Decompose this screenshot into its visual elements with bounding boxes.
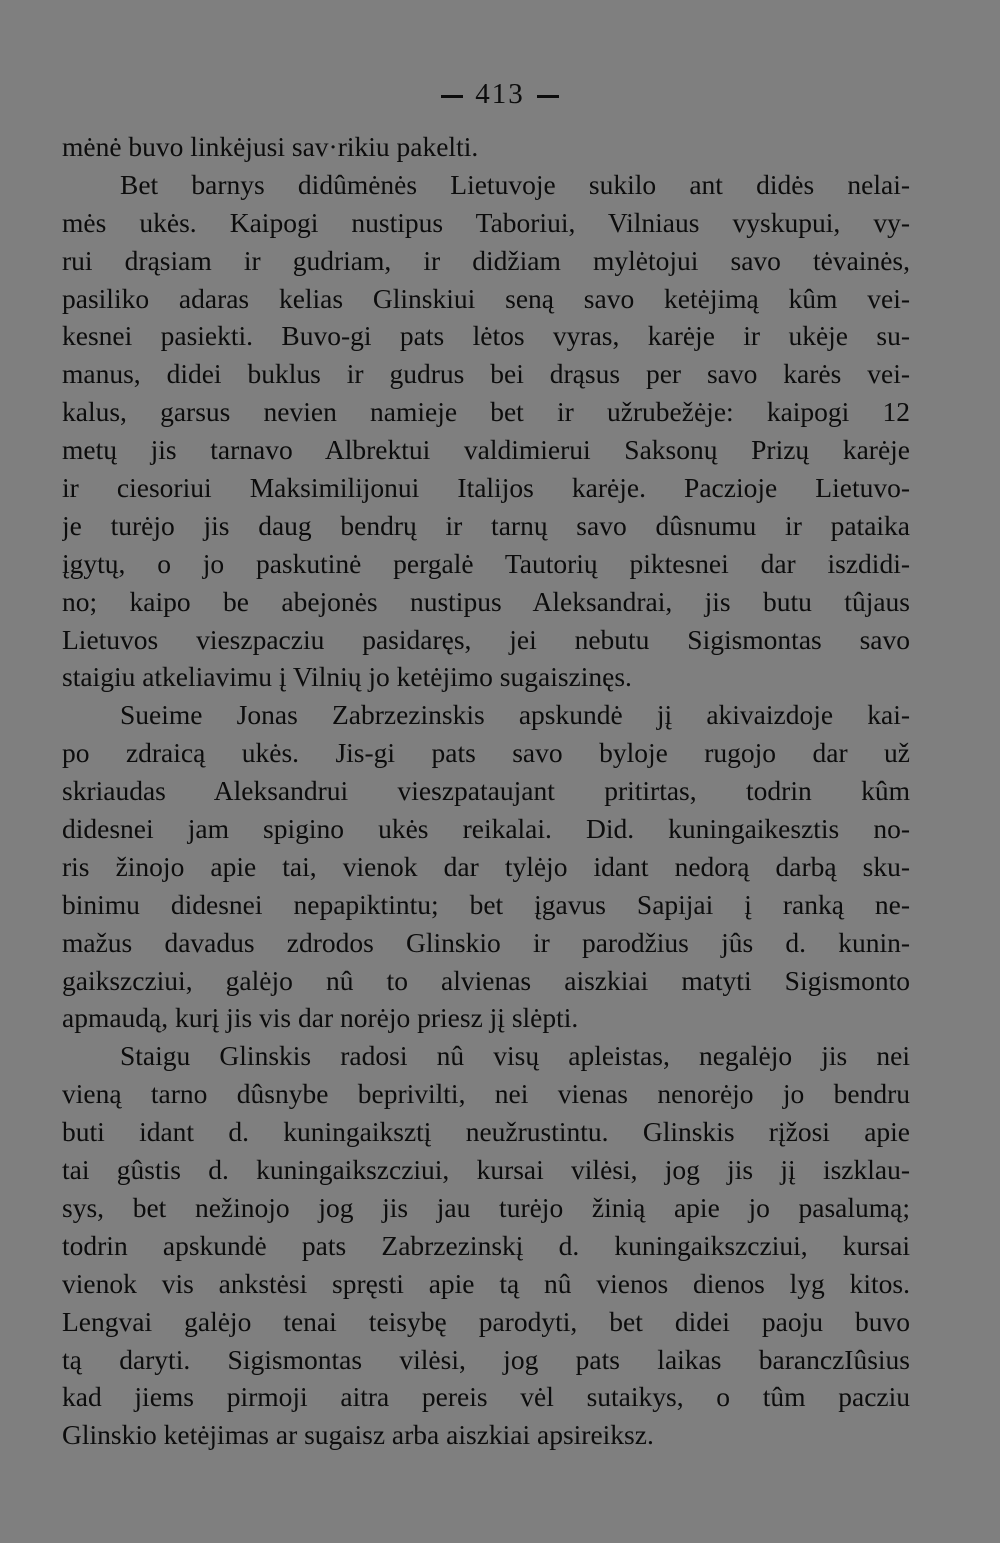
- text-line: kad jiems pirmoji aitra pereis vėl sutaikys, o tûm pacziu: [62, 1381, 910, 1413]
- text-line: mės ukės. Kaipogi nustipus Taboriui, Vilniaus vyskupui, vy-: [62, 206, 910, 238]
- page-number: [0, 78, 1000, 111]
- text-line: buti idant d. kuningaiksztį neužrustintu. Glinskis rįžosi apie: [62, 1116, 910, 1148]
- text-line: ris žinojo apie tai, vienok dar tylėjo idant nedorą darbą sku-: [62, 850, 910, 882]
- text-line: je turėjo jis daug bendrų ir tarnų savo dûsnumu ir pataika: [62, 509, 910, 541]
- text-line: metų jis tarnavo Albrektui valdimierui Saksonų Prizų karėje: [62, 434, 910, 466]
- text-line: vieną tarno dûsnybe beprivilti, nei vienas nenorėjo jo bendru: [62, 1078, 910, 1110]
- text-line: kesnei pasiekti. Buvo-gi pats lėtos vyras, karėje ir ukėje su-: [62, 320, 910, 352]
- text-line: tą daryti. Sigismontas vilėsi, jog pats laikas baranczIûsius: [62, 1343, 910, 1375]
- text-line: ir ciesoriui Maksimilijonui Italijos karėje. Paczioje Lietuvo-: [62, 472, 910, 504]
- text-line: manus, didei buklus ir gudrus bei drąsus per savo karės vei-: [62, 358, 910, 390]
- text-line: staigiu atkeliavimu į Vilnių jo ketėjimo sugaiszinęs.: [62, 661, 632, 693]
- text-line: Staigu Glinskis radosi nû visų apleistas, negalėjo jis nei: [120, 1040, 910, 1072]
- text-line: gaikszcziui, galėjo nû to alvienas aiszkiai matyti Sigismonto: [62, 964, 910, 996]
- text-line: skriaudas Aleksandrui vieszpataujant pritirtas, todrin kûm: [62, 775, 910, 807]
- text-line: mažus davadus zdrodos Glinskio ir parodžius jûs d. kunin-: [62, 926, 910, 958]
- text-line: Glinskio ketėjimas ar sugaisz arba aiszkiai apsireiksz.: [62, 1419, 654, 1451]
- page-number-dash-right: [537, 95, 559, 98]
- text-line: vienok vis ankstėsi spręsti apie tą nû vienos dienos lyg kitos.: [62, 1267, 910, 1299]
- text-line: įgytų, o jo paskutinė pergalė Tautorių piktesnei dar iszdidi-: [62, 547, 910, 579]
- text-line: binimu didesnei nepapiktintu; bet įgavus Sapijai į ranką ne-: [62, 888, 910, 920]
- text-line: didesnei jam spigino ukės reikalai. Did. kuningaikesztis no-: [62, 813, 910, 845]
- text-line: sys, bet nežinojo jog jis jau turėjo žinią apie jo pasalumą;: [62, 1191, 910, 1223]
- text-line: todrin apskundė pats Zabrzezinskį d. kuningaikszcziui, kursai: [62, 1229, 910, 1261]
- body-text: [62, 128, 910, 1454]
- text-line: kalus, garsus nevien namieje bet ir užrubežėje: kaipogi 12: [62, 396, 910, 428]
- text-line: Sueime Jonas Zabrzezinskis apskundė jį akivaizdoje kai-: [120, 699, 910, 731]
- page-number-dash-left: [441, 95, 463, 98]
- text-line: no; kaipo be abejonės nustipus Aleksandrai, jis butu tûjaus: [62, 585, 910, 617]
- text-line: pasiliko adaras kelias Glinskiui seną savo ketėjimą kûm vei-: [62, 282, 910, 314]
- text-line: Lietuvos vieszpacziu pasidaręs, jei nebutu Sigismontas savo: [62, 623, 910, 655]
- text-line: po zdraicą ukės. Jis-gi pats savo byloje rugojo dar už: [62, 737, 910, 769]
- page-number-text: 413: [475, 78, 525, 110]
- text-line: rui drąsiam ir gudriam, ir didžiam mylėtojui savo tėvainės,: [62, 244, 910, 276]
- text-line: mėnė buvo linkėjusi sav·rikiu pakelti.: [62, 131, 479, 162]
- text-line: Lengvai galėjo tenai teisybę parodyti, bet didei paoju buvo: [62, 1305, 910, 1337]
- text-line: Bet barnys didûmėnės Lietuvoje sukilo ant didės nelai-: [120, 168, 910, 200]
- text-line: apmaudą, kurį jis vis dar norėjo priesz jį slėpti.: [62, 1002, 579, 1034]
- text-line: tai gûstis d. kuningaikszcziui, kursai vilėsi, jog jis jį iszklau-: [62, 1154, 910, 1186]
